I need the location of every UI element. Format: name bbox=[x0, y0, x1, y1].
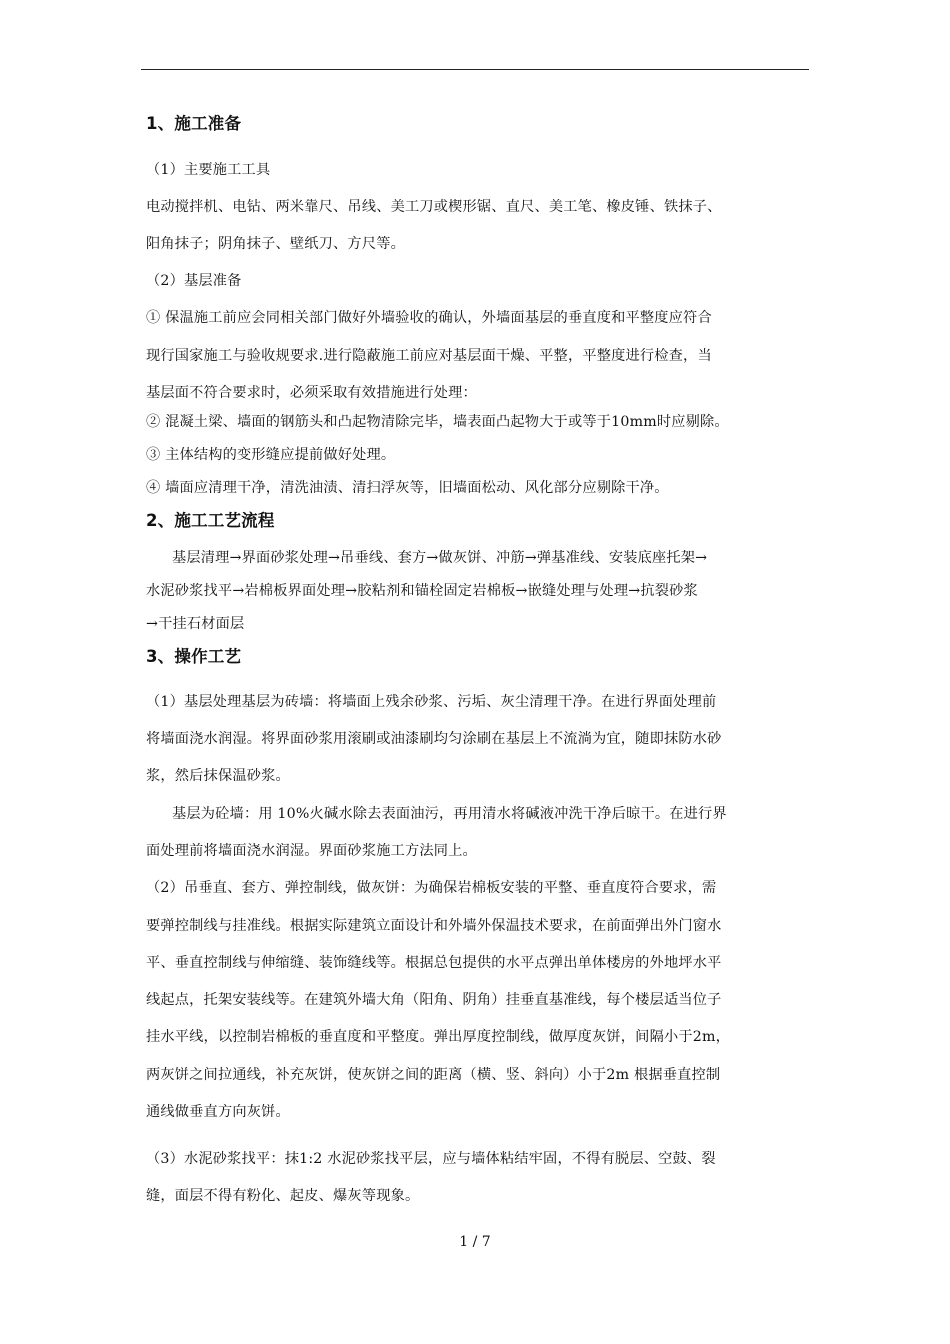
section-2-heading: 2、施工工艺流程 bbox=[146, 511, 275, 530]
step-2-line-2: 要弹控制线与挂准线。根据实际建筑立面设计和外墙外保温技术要求，在前面弹出外门窗水 bbox=[146, 918, 722, 934]
step-3-line-1: （3）水泥砂浆找平：抹1:2 水泥砂浆找平层，应与墙体粘结牢固，不得有脱层、空鼓、裂 bbox=[146, 1151, 716, 1167]
tools-line-2: 阳角抹子；阴角抹子、壁纸刀、方尺等。 bbox=[146, 236, 405, 252]
base-prep-item-1-line-1: ① 保温施工前应会同相关部门做好外墙验收的确认，外墙面基层的垂直度和平整度应符合 bbox=[146, 310, 712, 326]
step-1b-line-1: 基层为砼墙：用 10%火碱水除去表面油污，再用清水将碱液冲洗干净后晾干。在进行界 bbox=[172, 806, 727, 822]
process-flow-line-1: 基层清理→界面砂浆处理→吊垂线、套方→做灰饼、冲筋→弹基准线、安装底座托架→ bbox=[172, 550, 708, 566]
step-1-line-1: （1）基层处理基层为砖墙：将墙面上残余砂浆、污垢、灰尘清理干净。在进行界面处理前 bbox=[146, 694, 717, 710]
step-2-line-5: 挂水平线，以控制岩棉板的垂直度和平整度。弹出厚度控制线，做厚度灰饼，间隔小于2m， bbox=[146, 1029, 730, 1045]
base-prep-item-1-line-2: 现行国家施工与验收规要求.进行隐蔽施工前应对基层面干燥、平整，平整度进行检查，当 bbox=[146, 348, 712, 364]
base-prep-item-2: ② 混凝土梁、墙面的钢筋头和凸起物清除完毕，墙表面凸起物大于或等于10mm时应剔除。 bbox=[146, 414, 729, 430]
section-1-heading: 1、施工准备 bbox=[146, 114, 242, 133]
base-prep-item-3: ③ 主体结构的变形缝应提前做好处理。 bbox=[146, 447, 396, 463]
process-flow-line-2: 水泥砂浆找平→岩棉板界面处理→胶粘剂和锚栓固定岩棉板→嵌缝处理与处理→抗裂砂浆 bbox=[146, 583, 698, 599]
process-flow-line-3: →干挂石材面层 bbox=[146, 616, 245, 632]
step-1b-line-2: 面处理前将墙面浇水润湿。界面砂浆施工方法同上。 bbox=[146, 843, 477, 859]
base-prep-item-4: ④ 墙面应清理干净，清洗油渍、清扫浮灰等，旧墙面松动、风化部分应剔除干净。 bbox=[146, 480, 669, 496]
page-number: 1 / 7 bbox=[459, 1234, 491, 1250]
step-2-line-7: 通线做垂直方向灰饼。 bbox=[146, 1104, 290, 1120]
step-2-line-6: 两灰饼之间拉通线，补充灰饼，使灰饼之间的距离（横、竖、斜向）小于2m 根据垂直控制 bbox=[146, 1067, 721, 1083]
base-prep-item-1-line-3: 基层面不符合要求时，必须采取有效措施进行处理： bbox=[146, 385, 477, 401]
section-3-heading: 3、操作工艺 bbox=[146, 647, 242, 666]
step-1-line-3: 浆，然后抹保温砂浆。 bbox=[146, 768, 290, 784]
base-prep-label: （2）基层准备 bbox=[146, 273, 242, 289]
step-2-line-4: 线起点，托架安装线等。在建筑外墙大角（阳角、阴角）挂垂直基准线，每个楼层适当位子 bbox=[146, 992, 722, 1008]
tools-label: （1）主要施工工具 bbox=[146, 162, 271, 178]
step-2-line-3: 平、垂直控制线与伸缩缝、装饰缝线等。根据总包提供的水平点弹出单体楼房的外地坪水平 bbox=[146, 955, 722, 971]
header-rule bbox=[141, 69, 809, 70]
step-2-line-1: （2）吊垂直、套方、弹控制线，做灰饼：为确保岩棉板安装的平整、垂直度符合要求，需 bbox=[146, 880, 717, 896]
step-3-line-2: 缝，面层不得有粉化、起皮、爆灰等现象。 bbox=[146, 1188, 420, 1204]
tools-line-1: 电动搅拌机、电钻、两米靠尺、吊线、美工刀或楔形锯、直尺、美工笔、橡皮锤、铁抹子、 bbox=[146, 199, 722, 215]
step-1-line-2: 将墙面浇水润湿。将界面砂浆用滚刷或油漆刷均匀涂刷在基层上不流淌为宜，随即抹防水砂 bbox=[146, 731, 722, 747]
